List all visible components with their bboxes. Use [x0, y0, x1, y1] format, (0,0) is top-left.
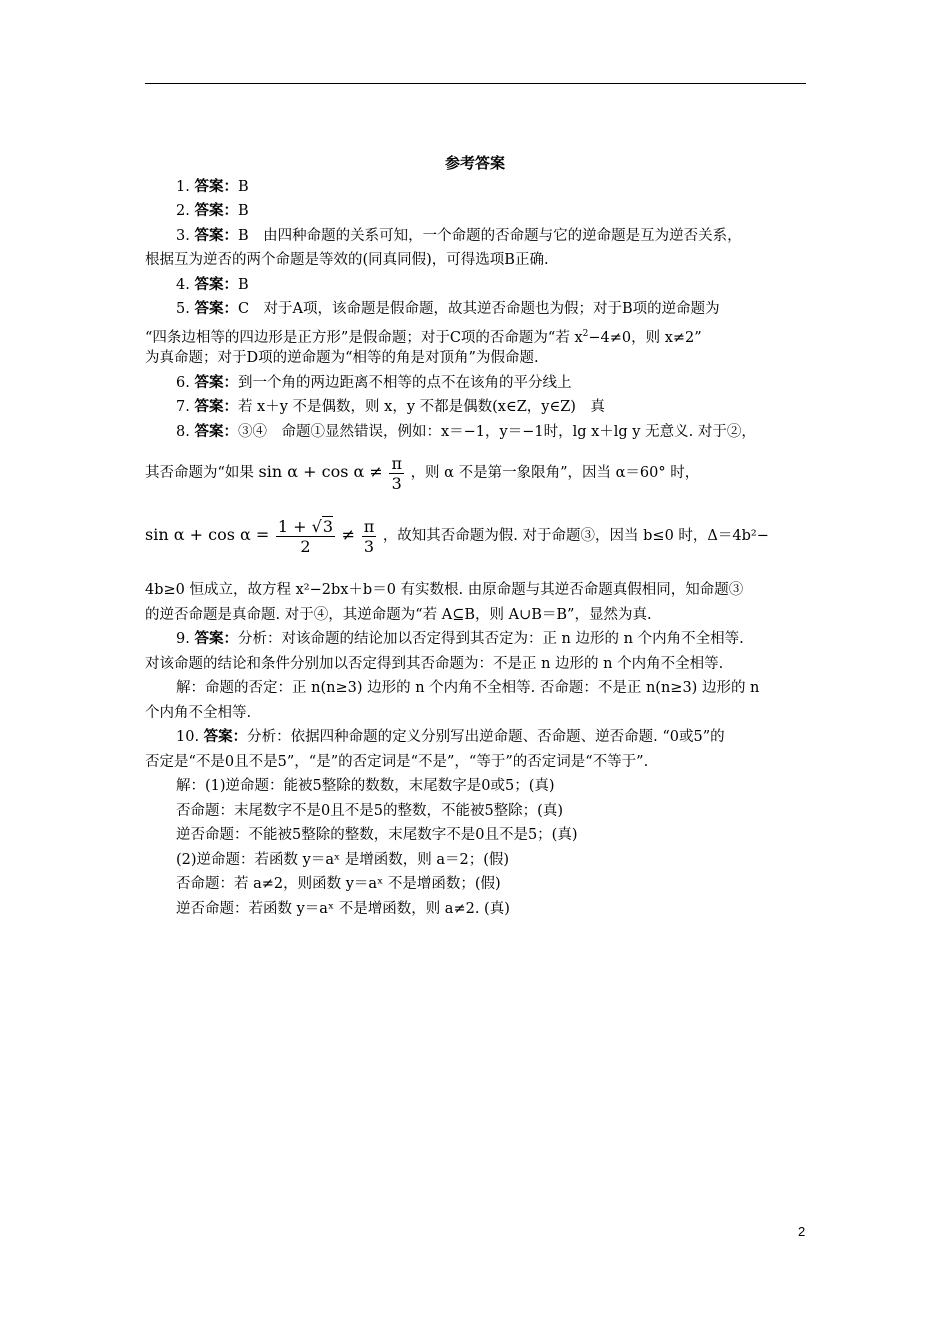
answer-2: 2. 答案：B — [176, 202, 249, 219]
one-plus-sqrt3-over-2-fraction: $\frac{1 + √3}{2}$ — [277, 516, 334, 556]
answer-4: 4. 答案：B — [176, 276, 249, 293]
answer-9: 9. 答案：分析：对该命题的结论加以否定得到其否定为：正 n 边形的 n 个内角不全相等. — [176, 630, 744, 647]
answer-8: 8. 答案：③④ 命题①显然错误，例如：x＝−1，y＝−1时，lg x＋lg y 无意义. 对于②， — [176, 423, 756, 440]
answer-8-cont4: 的逆否命题是真命题. 对于④，其逆命题为“若 A⊆B，则 A∪B＝B”，显然为真. — [145, 607, 652, 623]
answer-10: 10. 答案：分析：依据四种命题的定义分别写出逆命题、否命题、逆否命题. “0或5”的 — [176, 728, 725, 745]
answer-10-solution-5: 否命题：若 a≠2，则函数 y＝aˣ 不是增函数；(假) — [176, 876, 501, 892]
answer-8-formula-line-1: 其否命题为“如果 sin α + cos α ≠ $\frac{\pi}{3}$ ，则 α 不是第一象限角”，因当 α＝60° 时， — [145, 453, 700, 493]
page-number: 2 — [798, 1224, 806, 1239]
pi-over-3-fraction-2: $\frac{\pi}{3}$ — [363, 516, 375, 556]
answer-10-solution-3: 逆否命题：不能被5整除的整数，末尾数字不是0且不是5；(真) — [176, 827, 578, 843]
answer-9-solution: 解：命题的否定：正 n(n≥3) 边形的 n 个内角不全相等. 否命题：不是正 n(n≥3) 边形的 n — [176, 680, 760, 696]
answer-3-cont: 根据互为逆否的两个命题是等效的(同真同假)，可得选项B正确. — [145, 252, 549, 268]
answer-10-solution-4: (2)逆命题：若函数 y＝aˣ 是增函数，则 a＝2；(假) — [176, 852, 510, 868]
answer-8-cont3: 4b≥0 恒成立，故方程 x²−2bx＋b＝0 有实数根. 由原命题与其逆否命题真假相同，知命题③ — [145, 582, 744, 598]
answer-5: 5. 答案：C 对于A项，该命题是假命题，故其逆否命题也为假；对于B项的逆命题为 — [176, 300, 720, 317]
answer-3: 3. 答案：B 由四种命题的关系可知，一个命题的否命题与它的逆命题是互为逆否关系， — [176, 227, 742, 244]
pi-over-3-fraction: $\frac{\pi}{3}$ — [391, 453, 402, 493]
answer-9-cont: 对该命题的结论和条件分别加以否定得到其否命题为：不是正 n 边形的 n 个内角不全相等. — [145, 656, 724, 672]
answer-1: 1. 答案：B — [176, 178, 249, 195]
answer-8-formula-line-2: sin α + cos α = $\frac{1 + √3}{2}$ ≠ $\frac{\pi}{3}$ ，故知其否命题为假. 对于命题③，因当 b≤0 时，Δ＝4b²− — [145, 516, 769, 556]
answer-9-solution-cont: 个内角不全相等. — [145, 705, 252, 721]
answer-5-cont: “四条边相等的四边形是正方形”是假命题；对于C项的否命题为“若 $x^2-4\ne 0$，则 x≠2” — [145, 329, 702, 346]
answer-10-cont: 否定是“不是0且不是5”，“是”的否定词是“不是”，“等于”的否定词是“不等于”. — [145, 754, 649, 770]
answer-10-solution-2: 否命题：末尾数字不是0且不是5的整数，不能被5整除；(真) — [176, 803, 563, 819]
answer-10-solution-6: 逆否命题：若函数 y＝aˣ 不是增函数，则 a≠2. (真) — [176, 901, 510, 917]
page-title: 参考答案 — [444, 154, 505, 172]
answer-5-cont2: 为真命题；对于D项的逆命题为“相等的角是对顶角”为假命题. — [145, 350, 539, 366]
sin-cos-expression: sin α + cos α ≠ — [258, 462, 383, 481]
answer-6: 6. 答案：到一个角的两边距离不相等的点不在该角的平分线上 — [176, 374, 572, 391]
answer-10-solution-1: 解：(1)逆命题：能被5整除的数数，末尾数字是0或5；(真) — [176, 778, 555, 794]
answer-7: 7. 答案：若 x＋y 不是偶数，则 x，y 不都是偶数(x∈Z，y∈Z) 真 — [176, 398, 605, 415]
header-rule — [145, 83, 806, 84]
